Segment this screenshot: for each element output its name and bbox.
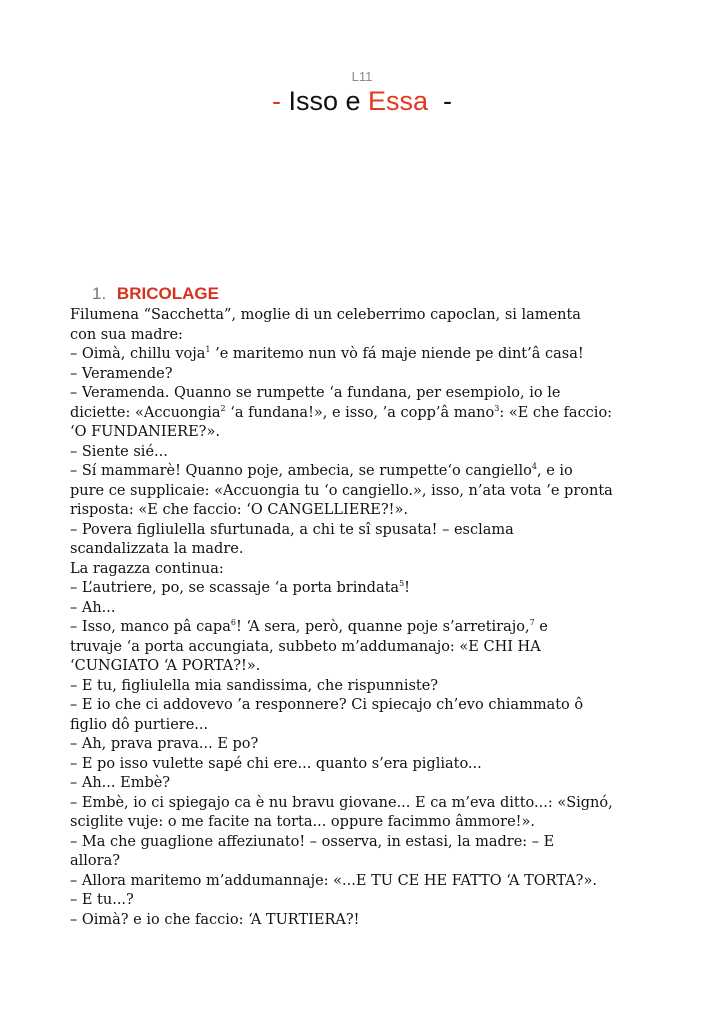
text-segment: – Ma che guaglione affeziunato! – osserva, in estasi, la madre: – E	[70, 833, 555, 850]
text-segment: – Allora maritemo m’addumannaje: «...E TU CE HE FATTO ‘A TORTA?».	[70, 872, 597, 889]
text-segment: – Sí mammarè! Quanno poje, ambecia, se rumpette‘o cangiello	[70, 463, 532, 479]
text-line	[70, 306, 690, 326]
footnote-ref: 4	[531, 462, 537, 472]
text-segment: – Veramende?	[70, 365, 173, 382]
text-line	[70, 638, 690, 658]
text-line	[70, 404, 690, 424]
text-line	[70, 326, 690, 346]
text-segment: !	[404, 580, 410, 596]
text-line	[70, 813, 690, 833]
text-line	[70, 501, 690, 521]
text-line	[70, 599, 690, 619]
text-line	[70, 657, 690, 677]
text-line	[70, 774, 690, 794]
title-dash-right: -	[428, 86, 453, 116]
text-segment: – Isso, manco pâ capa	[70, 619, 231, 635]
text-line	[70, 345, 690, 365]
text-line	[70, 462, 690, 482]
section-heading	[92, 284, 219, 304]
text-segment: – E io che ci addovevo ’a responnere? Ci spiecajo ch’evo chiammato ô	[70, 697, 584, 713]
text-segment: ‘CUNGIATO ‘A PORTA?!».	[70, 658, 261, 674]
text-segment: ’e maritemo nun vò fá maje niende pe dint’â casa!	[210, 346, 584, 362]
text-line	[70, 560, 690, 580]
text-segment: diciette: «Accuongia	[70, 404, 221, 421]
section-label: BRICOLAGE	[116, 284, 219, 303]
title-dash-left: -	[271, 86, 289, 116]
title-word-isso: Isso	[288, 86, 338, 116]
text-segment: – Siente sié...	[70, 443, 168, 460]
title-conjunction: e	[337, 86, 369, 116]
text-line	[70, 911, 690, 931]
text-segment: ! ‘A sera, però, quanne poje s’arretirajo,	[235, 619, 530, 635]
text-line	[70, 521, 690, 541]
footnote-ref: 1	[205, 345, 211, 355]
footnote-ref: 3	[494, 403, 500, 413]
text-segment: , e io	[537, 463, 573, 479]
text-line	[70, 482, 690, 502]
text-line	[70, 891, 690, 911]
text-line	[70, 365, 690, 385]
footnote-ref: 5	[399, 579, 405, 589]
lesson-code: L11	[351, 69, 373, 84]
text-segment: pure ce supplicaie: «Accuongia tu ‘o cangiello.», isso, n’ata vota ’e pronta	[70, 482, 613, 499]
text-segment: La ragazza continua:	[70, 560, 224, 577]
text-segment: – Povera figliulella sfurtunada, a chi te sî spusata! – esclama	[70, 521, 514, 538]
text-segment: truvaje ‘a porta accungiata, subbeto m’addumanajo: «E CHI HA	[70, 638, 541, 655]
text-line	[70, 735, 690, 755]
text-segment: ‘a fundana!», e isso, ’a copp’â mano	[225, 404, 495, 421]
footnote-ref: 6	[230, 618, 236, 628]
text-line	[70, 423, 690, 443]
text-line	[70, 579, 690, 599]
text-line	[70, 852, 690, 872]
text-line	[70, 696, 690, 716]
footnote-ref: 7	[529, 618, 535, 628]
text-line	[70, 755, 690, 775]
text-line	[70, 833, 690, 853]
text-segment: – Oimà, chillu voja	[70, 346, 206, 362]
text-line	[70, 384, 690, 404]
text-line	[70, 872, 690, 892]
text-segment: – Ah...	[70, 599, 116, 616]
text-segment: – Ah... Embè?	[70, 775, 171, 791]
text-segment: – L’autriere, po, se scassaje ‘a porta brindata	[70, 580, 400, 596]
page-title	[0, 86, 724, 117]
footnote-ref: 2	[220, 403, 226, 413]
text-line	[70, 443, 690, 463]
text-line	[70, 618, 690, 638]
text-segment: – Oimà? e io che faccio: ‘A TURTIERA?!	[70, 911, 360, 928]
title-word-essa: Essa	[368, 86, 429, 116]
text-segment: figlio dô purtiere...	[70, 716, 209, 733]
text-line	[70, 677, 690, 697]
text-segment: – Veramenda. Quanno se rumpette ‘a fundana, per esempiolo, io le	[70, 385, 561, 401]
text-segment: – E tu...?	[70, 892, 134, 908]
section-number: 1.	[92, 284, 107, 303]
text-segment: – E po isso vulette sapé chi ere... quanto s’era pigliato...	[70, 755, 482, 772]
text-segment: allora?	[70, 853, 120, 869]
text-segment: Filumena “Sacchetta”, moglie di un celeberrimo capoclan, si lamenta	[70, 307, 581, 323]
text-segment: ‘O FUNDANIERE?».	[70, 424, 220, 440]
text-segment: scandalizzata la madre.	[70, 541, 244, 557]
text-segment: – E tu, figliulella mia sandissima, che rispunniste?	[70, 677, 439, 694]
text-line	[70, 716, 690, 736]
text-segment: – Ah, prava prava... E po?	[70, 736, 259, 752]
text-line	[70, 794, 690, 814]
text-segment: : «E che faccio:	[499, 404, 613, 421]
text-segment: – Embè, io ci spiegajo ca è nu bravu giovane... E ca m’eva ditto...: «Signó,	[70, 794, 613, 811]
text-line	[70, 540, 690, 560]
story-text	[70, 306, 690, 930]
text-segment: con sua madre:	[70, 326, 183, 343]
text-segment: sciglite vuje: o me facite na torta... oppure facimmo âmmore!».	[70, 814, 535, 830]
text-segment: risposta: «E che faccio: ‘O CANGELLIERE?!».	[70, 502, 408, 518]
text-segment: e	[534, 619, 548, 635]
